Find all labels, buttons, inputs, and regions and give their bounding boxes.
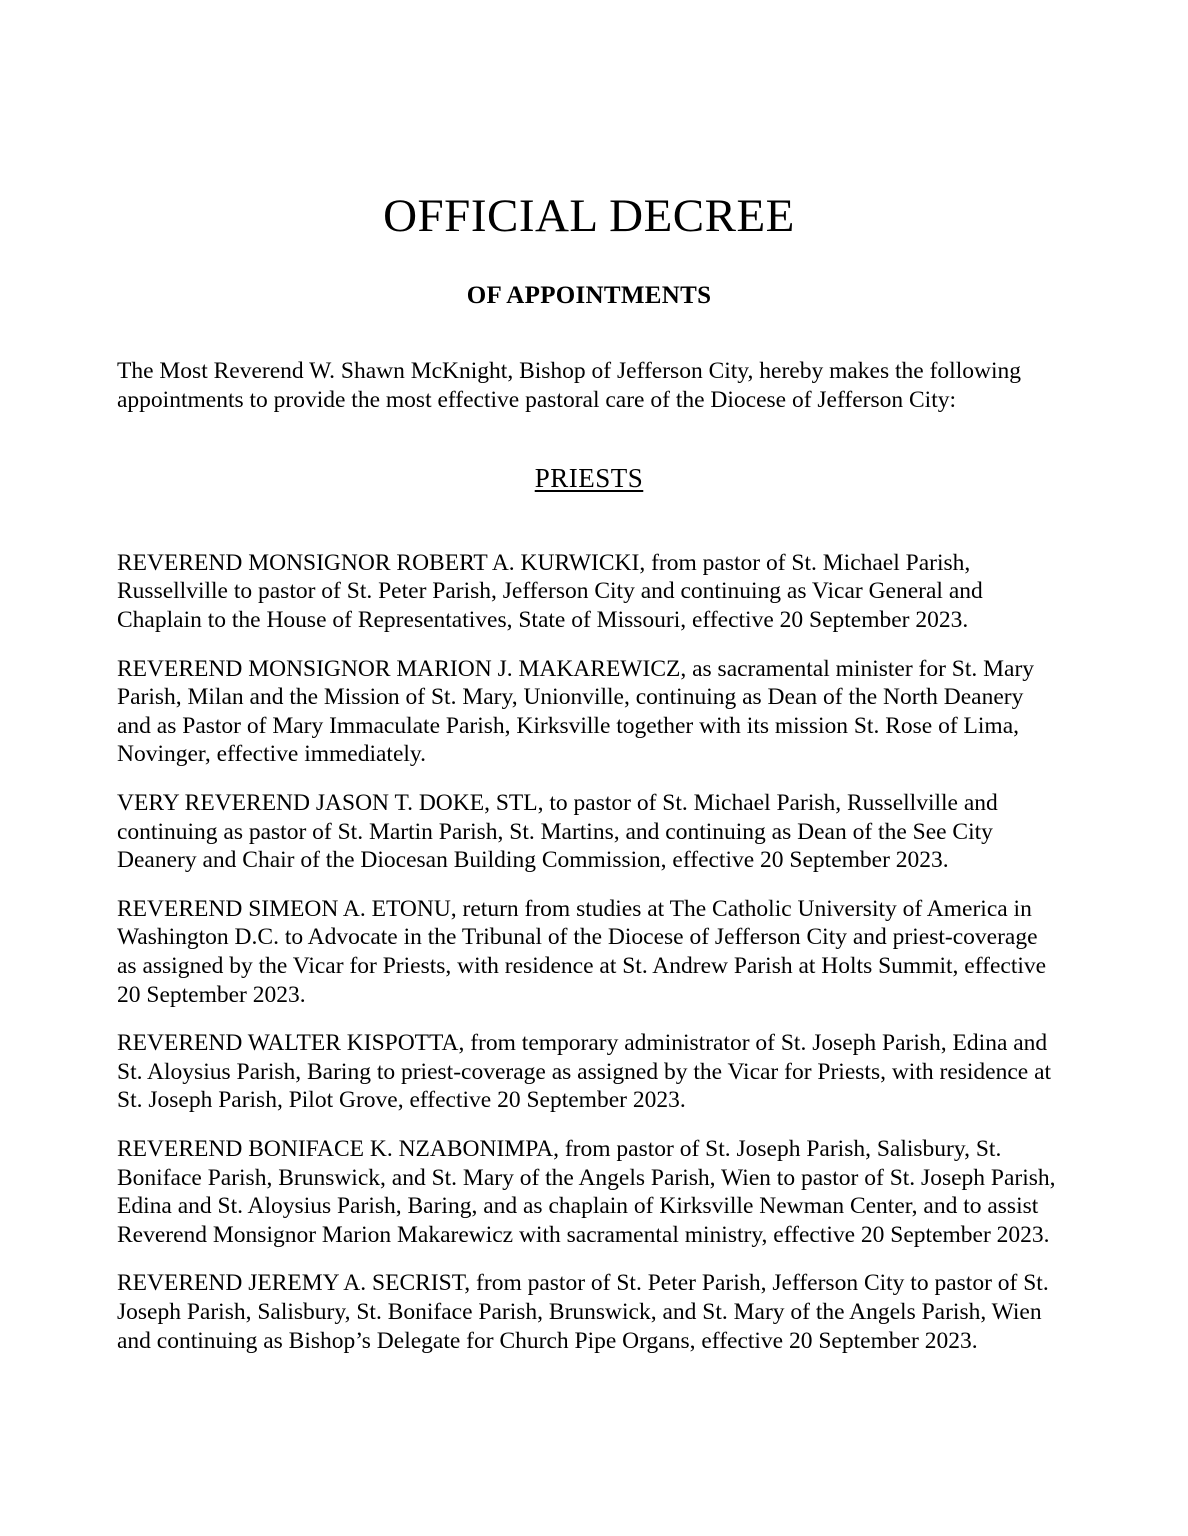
appointment-item: REVEREND MONSIGNOR ROBERT A. KURWICKI, from pastor of St. Michael Parish, Russellville to pastor of St. Peter Parish, Jefferson City and continuing as Vicar General and Chaplain to the House of Representatives, State of Missouri, effective 20 September 2023. — [117, 549, 983, 634]
appointment-item: REVEREND MONSIGNOR MARION J. MAKAREWICZ, as sacramental minister for St. Mary Parish, Milan and the Mission of St. Mary, Unionville, continuing as Dean of the North Deanery and as Pastor of Mary Immaculate Parish, Kirksville together with its mission St. Rose of Lima, Novinger, effective immediately. — [117, 655, 1035, 768]
document-content — [117, 0, 1061, 1355]
appointment-item: REVEREND SIMEON A. ETONU, return from studies at The Catholic University of America in Washington D.C. to Advocate in the Tribunal of the Diocese of Jefferson City and priest-coverage as assigned by the Vicar for Priests, with residence at St. Andrew Parish at Holts Summit, effective 20 September 2023. — [117, 895, 1047, 1008]
appointment-item: REVEREND BONIFACE K. NZABONIMPA, from pastor of St. Joseph Parish, Salisbury, St. Boniface Parish, Brunswick, and St. Mary of the Angels Parish, Wien to pastor of St. Joseph Parish, Edina and St. Aloysius Parish, Baring, and as chaplain of Kirksville Newman Center, and to assist Reverend Monsignor Marion Makarewicz with sacramental ministry, effective 20 September 2023. — [117, 1135, 1056, 1248]
appointment-item: REVEREND JEREMY A. SECRIST, from pastor of St. Peter Parish, Jefferson City to pastor of St. Joseph Parish, Salisbury, St. Boniface Parish, Brunswick, and St. Mary of the Angels Parish, Wien and continuing as Bishop’s Delegate for Church Pipe Organs, effective 20 September 2023. — [117, 1270, 1049, 1354]
appointment-item: VERY REVEREND JASON T. DOKE, STL, to pastor of St. Michael Parish, Russellville and continuing as pastor of St. Martin Parish, St. Martins, and continuing as Dean of the See City Deanery and Chair of the Diocesan Building Commission, effective 20 September 2023. — [117, 790, 998, 874]
document-subtitle: OF APPOINTMENTS — [466, 282, 712, 310]
page-title: OFFICIAL DECREE — [383, 190, 795, 242]
section-heading-priests — [117, 415, 1061, 494]
appointments-list — [117, 494, 1061, 1355]
appointment-item: REVEREND WALTER KISPOTTA, from temporary administrator of St. Joseph Parish, Edina and St. Aloysius Parish, Baring to priest-coverage as assigned by the Vicar for Priests, with residence at St. Joseph Parish, Pilot Grove, effective 20 September 2023. — [117, 1030, 1052, 1114]
intro-paragraph: The Most Reverend W. Shawn McKnight, Bishop of Jefferson City, hereby makes the following appointments to provide the most effective pastoral care of the Diocese of Jefferson City: — [117, 357, 1021, 413]
section-heading-label: PRIESTS — [534, 462, 644, 493]
